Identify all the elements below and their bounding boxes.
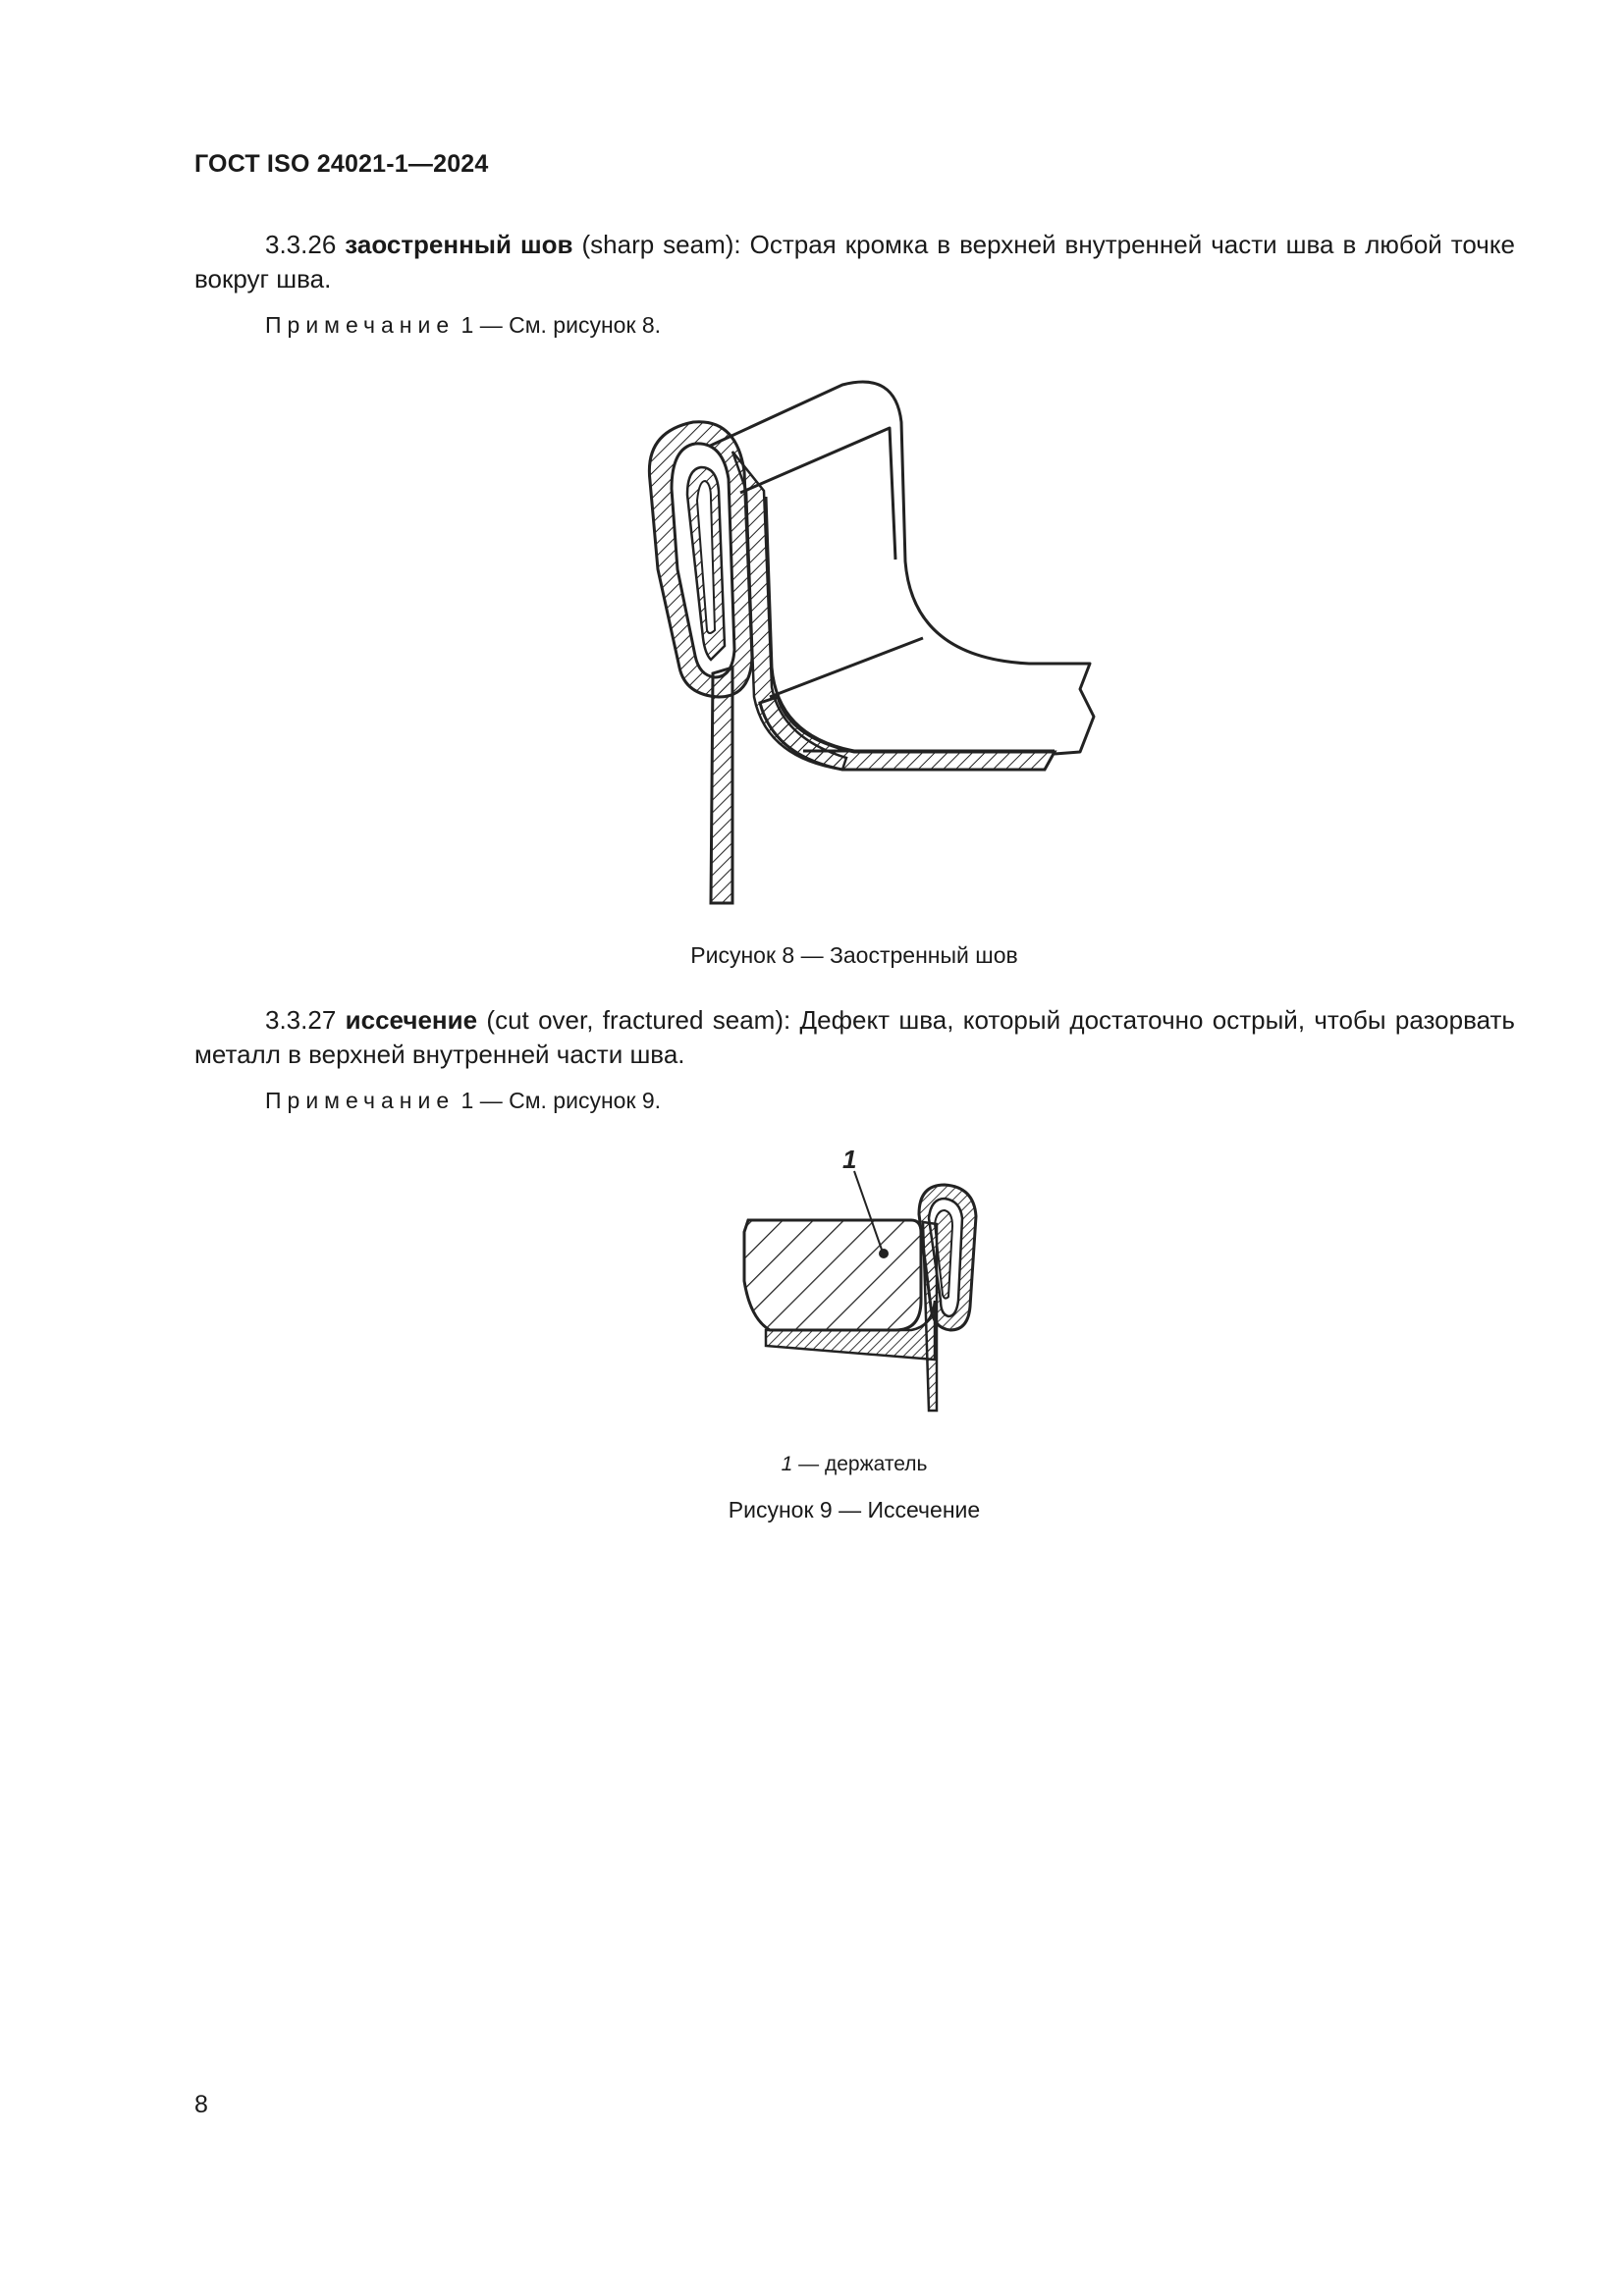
figure-9-caption: Рисунок 9 — Иссечение xyxy=(728,1497,981,1522)
note-label: Примечание xyxy=(265,312,456,338)
legend-text: — держатель xyxy=(798,1453,928,1475)
figure-8-caption: Рисунок 8 — Заостренный шов xyxy=(690,942,1018,968)
note-3-3-27 xyxy=(265,1088,661,1114)
page-number: 8 xyxy=(194,2091,208,2118)
term-english: (sharp seam): xyxy=(581,230,741,259)
definition-text: Острая кромка в верхней внутренней части шва в любой точке вокруг шва. xyxy=(194,230,1515,294)
figure-9-legend xyxy=(0,1453,1624,1476)
clause-number: 3.3.27 xyxy=(265,1005,337,1035)
clause-number: 3.3.26 xyxy=(265,230,337,259)
term-sharp-seam: заостренный шов xyxy=(345,230,573,259)
callout-label: 1 xyxy=(842,1145,857,1174)
figure-8-sharp-seam-drawing xyxy=(589,373,1119,923)
callout-dot xyxy=(879,1249,889,1258)
figure-9-cut-over-drawing xyxy=(727,1145,1001,1418)
term-english: (cut over, fractured seam): xyxy=(486,1005,791,1035)
legend-number: 1 xyxy=(781,1453,793,1475)
note-3-3-26 xyxy=(265,312,661,339)
term-cut-over: иссечение xyxy=(345,1005,478,1035)
note-text: 1 — См. рисунок 9. xyxy=(460,1088,662,1113)
note-text: 1 — См. рисунок 8. xyxy=(460,312,662,338)
note-label: Примечание xyxy=(265,1088,456,1113)
clause-3-3-27 xyxy=(194,1003,1515,1072)
definition-text: Дефект шва, который достаточно острый, чтобы разорвать металл в верхней внутренней части шва. xyxy=(194,1005,1515,1069)
document-header: ГОСТ ISO 24021-1—2024 xyxy=(194,150,489,178)
clause-3-3-26 xyxy=(194,228,1515,296)
